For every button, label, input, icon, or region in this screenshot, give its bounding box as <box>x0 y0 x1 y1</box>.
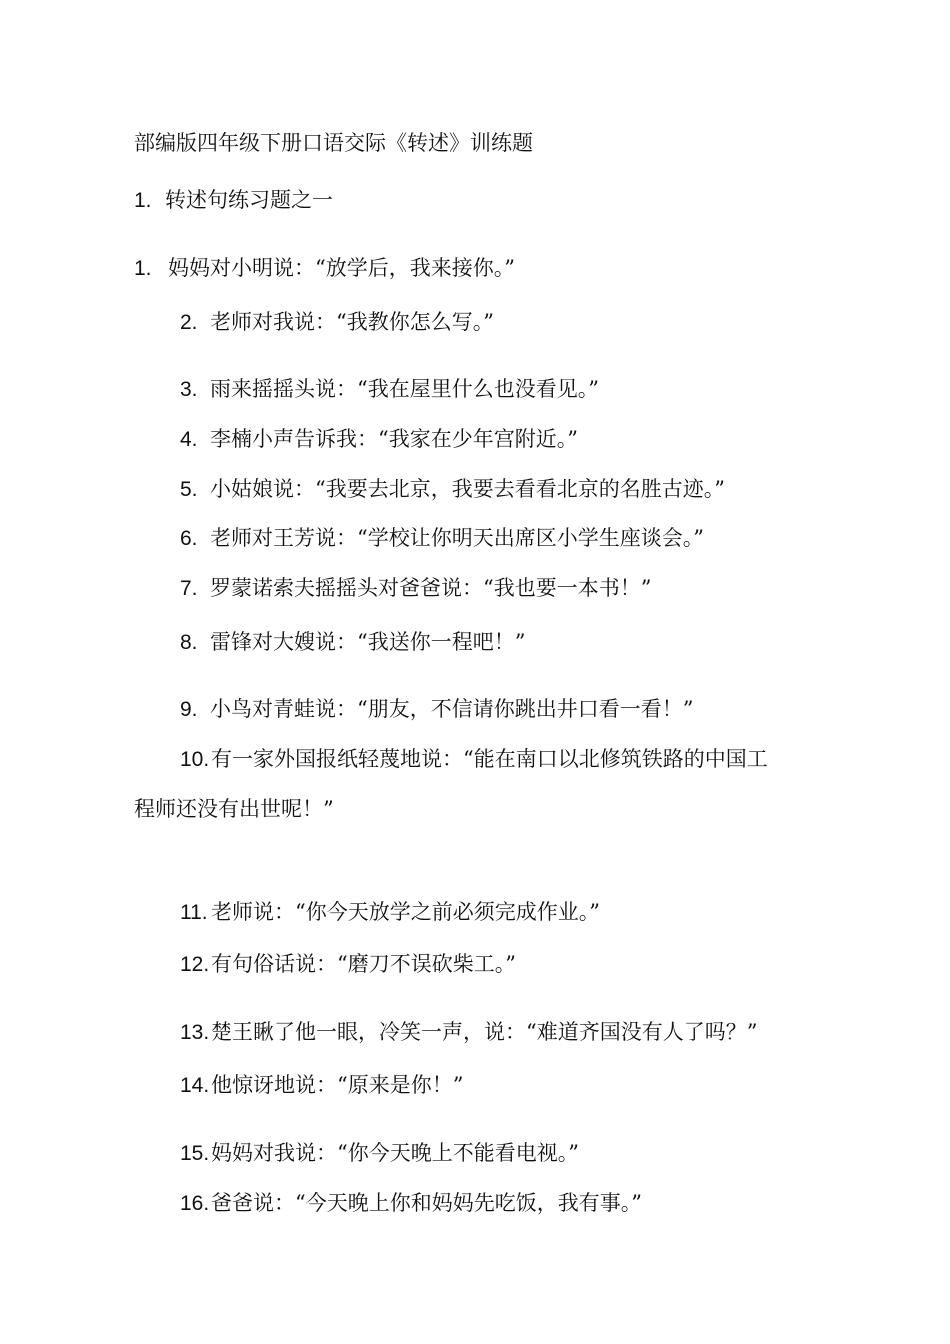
item-text: 妈妈对我说：“你今天晚上不能看电视。” <box>211 1141 579 1165</box>
list-item <box>180 1187 642 1217</box>
item-text: 老师对王芳说：“学校让你明天出席区小学生座谈会。” <box>210 526 704 550</box>
item-text: 楚王瞅了他一眼，冷笑一声，说：“难道齐国没有人了吗？” <box>211 1020 758 1044</box>
item-text: 他惊讶地说：“原来是你！” <box>211 1073 464 1097</box>
list-item <box>180 473 725 503</box>
item-text: 老师说：“你今天放学之前必须完成作业。” <box>211 900 600 924</box>
item-text: 老师对我说：“我教你怎么写。” <box>210 310 494 334</box>
item-number: 12. <box>180 953 210 976</box>
list-item <box>180 1069 463 1099</box>
item-text: 雨来摇摇头说：“我在屋里什么也没看见。” <box>210 377 599 401</box>
item-number: 8. <box>180 631 198 654</box>
list-item <box>180 693 693 723</box>
item-number: 13. <box>180 1021 210 1044</box>
item-number: 11. <box>180 901 208 924</box>
list-item <box>180 423 578 453</box>
section-heading-text: 转述句练习题之一 <box>165 188 333 212</box>
section-heading <box>134 184 333 214</box>
item-number: 1. <box>134 257 152 280</box>
item-text: 李楠小声告诉我：“我家在少年宫附近。” <box>210 427 578 451</box>
list-item-continuation: 程师还没有出世呢！” <box>134 797 334 821</box>
item-number: 10. <box>180 748 210 771</box>
item-number: 14. <box>180 1074 210 1097</box>
item-text: 有句俗话说：“磨刀不误砍柴工。” <box>211 952 516 976</box>
item-number: 5. <box>180 478 198 501</box>
item-text: 爸爸说：“今天晚上你和妈妈先吃饭，我有事。” <box>211 1191 642 1215</box>
list-item <box>180 896 600 926</box>
item-number: 9. <box>180 698 198 721</box>
item-text: 小鸟对青蛙说：“朋友，不信请你跳出井口看一看！” <box>210 697 694 721</box>
item-number: 15. <box>180 1142 210 1165</box>
list-item <box>134 252 515 282</box>
list-item <box>180 572 651 602</box>
item-text: 有一家外国报纸轻蔑地说：“能在南口以北修筑铁路的中国工 <box>211 747 768 771</box>
list-item <box>180 1016 757 1046</box>
list-item <box>180 522 704 552</box>
item-number: 16. <box>180 1192 210 1215</box>
list-item <box>180 373 599 403</box>
list-item <box>180 743 768 773</box>
list-item <box>180 1137 579 1167</box>
item-number: 6. <box>180 527 198 550</box>
item-number: 7. <box>180 577 198 600</box>
list-item <box>180 948 516 978</box>
item-text: 妈妈对小明说：“放学后，我来接你。” <box>168 256 515 280</box>
item-text: 雷锋对大嫂说：“我送你一程吧！” <box>210 630 526 654</box>
list-item <box>180 626 525 656</box>
item-number: 2. <box>180 311 198 334</box>
item-number: 4. <box>180 428 198 451</box>
section-number: 1. <box>134 189 152 212</box>
item-text: 小姑娘说：“我要去北京，我要去看看北京的名胜古迹。” <box>210 477 725 501</box>
item-number: 3. <box>180 378 198 401</box>
list-item <box>180 306 494 336</box>
document-title: 部编版四年级下册口语交际《转述》训练题 <box>134 131 533 155</box>
item-text: 罗蒙诺索夫摇摇头对爸爸说：“我也要一本书！” <box>210 576 652 600</box>
